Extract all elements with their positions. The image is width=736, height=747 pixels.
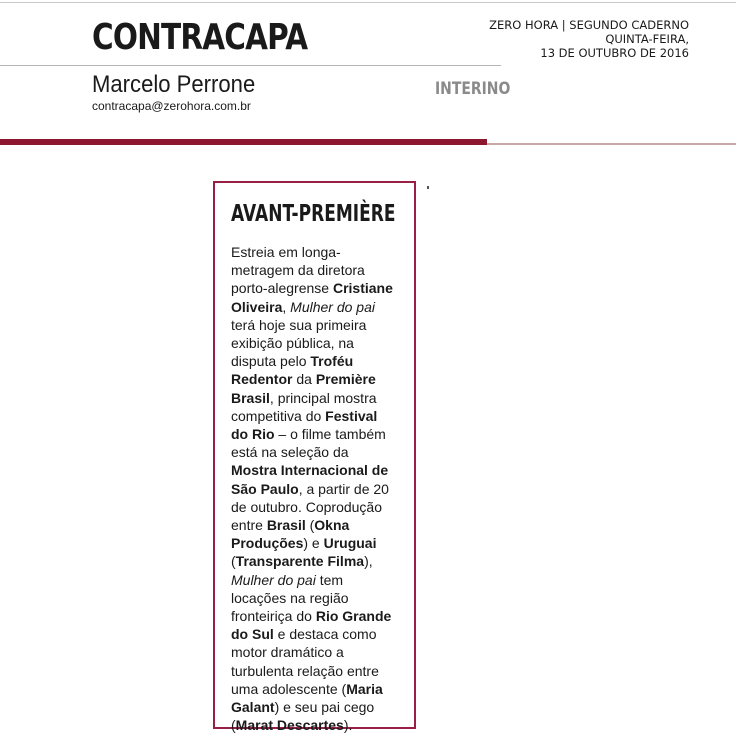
article-body-emphasis: Okna Produções [231,517,350,552]
author-email[interactable]: contracapa@zerohora.com.br [92,99,251,113]
article-box [213,181,416,734]
article-body-text: , [282,298,291,315]
article-body-text: ) e [303,535,324,552]
author-name: Marcelo Perrone [92,71,256,98]
article-body-emphasis: Transparente Filma [235,553,365,570]
author-status-label: INTERINO [435,79,511,99]
article-body-text: ( [231,553,236,570]
article-body-text: , principal mostra competitiva do [231,389,377,424]
article-body-text: ). [343,717,353,734]
article-body-text: ) e seu pai cego ( [231,699,375,734]
article-body-text: , a partir de 20 de outubro. Coprodução entre [231,480,389,534]
accent-bar [0,139,487,145]
article-body-emphasis: Festival do Rio [231,407,378,443]
article-body-text: da [292,371,316,388]
article-body-text: tem locações na região fronteiriça do [231,571,349,625]
top-rule [0,2,736,3]
article-body-text: ( [305,517,315,534]
article-body-text: Estreia em longa-metragem da diretora porto-alegrense [231,244,365,297]
stray-mark [427,186,429,189]
edition-publication: ZERO HORA | SEGUNDO CADERNO [489,18,689,32]
article-body-text: terá hoje sua primeira exibição pública, na disputa pelo [231,316,367,370]
article-body-text: e destaca como motor dramático a turbulenta relação entre uma adolescente ( [231,626,379,697]
article-body-text: ), [364,553,373,570]
section-title: CONTRACAPA [92,17,308,58]
article-body [231,243,398,734]
accent-thin-rule [487,143,736,145]
article-body-title-italic: Mulher do pai [290,298,375,315]
article-body-emphasis: Mostra Internacional de São Paulo [231,462,389,497]
article-body-emphasis: Troféu Redentor [231,353,354,388]
article-body-title-italic: Mulher do pai [231,571,316,588]
article-body-emphasis: Uruguai [323,535,377,552]
article-title: AVANT-PREMIÈRE [231,201,396,227]
article-body-emphasis: Rio Grande do Sul [231,608,392,643]
header-divider [0,65,501,66]
article-body-text: – o filme também está na seleção da [231,426,386,461]
article-body-emphasis: Cristiane Oliveira [231,280,393,315]
article-body-emphasis: Maria Galant [231,680,383,716]
article-body-emphasis: Première Brasil [231,371,376,406]
edition-date: 13 DE OUTUBRO DE 2016 [540,46,689,60]
edition-weekday: QUINTA-FEIRA, [605,32,689,46]
article-body-emphasis: Marat Descartes [235,717,344,734]
article-body-emphasis: Brasil [266,517,306,534]
edition-info [489,18,689,60]
